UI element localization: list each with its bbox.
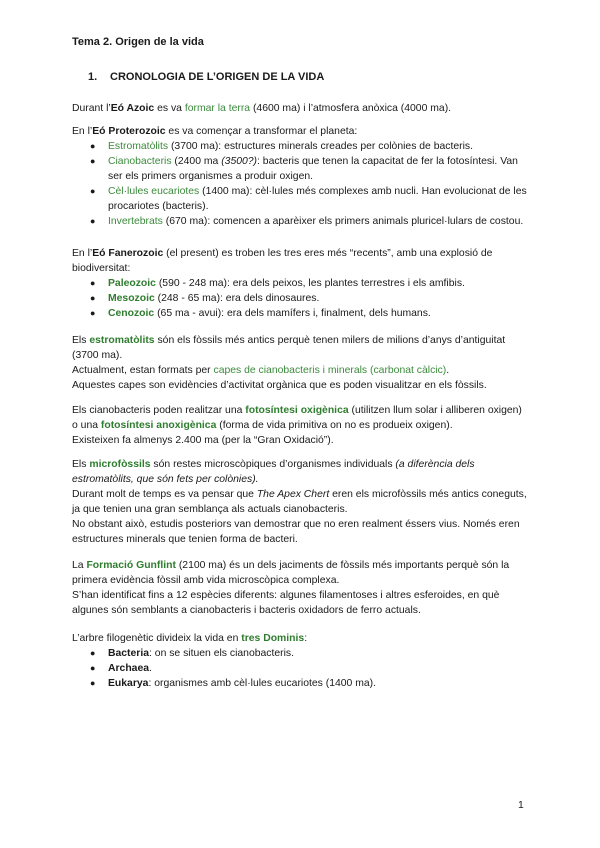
item-text: (590 - 248 ma): era dels peixos, les plantes terrestres i els amfibis. [155,278,465,289]
item-term: Estromatòlits [108,141,169,152]
fotosintesi-post: (forma de vida primitiva on no es produeix oxigen). [216,420,453,431]
microfossils-italic: (a diferència dels estromatòlits, que són fets per colònies). [72,459,475,485]
fotosintesi-term1: fotosíntesi oxigènica [245,405,349,416]
list-item [72,214,528,229]
fanerozoic-post: (el present) es troben les tres eres més “recents”, amb una explosió de biodiversitat: [72,248,493,274]
gunflint-pre: La [72,560,87,571]
list-item [72,646,528,661]
item-italic: (3500?) [221,156,258,167]
section-number: 1. [88,71,98,83]
proterozoic-list [72,139,528,229]
proterozoic-pre: En l’ [72,126,93,137]
dominis-post: : [304,633,308,644]
item-text: : on se situen els cianobacteris. [149,648,294,659]
azoic-pre: Durant l’ [72,103,111,114]
microfossils-pre: Els [72,459,90,470]
estromatolits-line2-post: . [446,365,450,376]
list-item [72,676,528,691]
dominis-pre: L’arbre filogenètic divideix la vida en [72,633,242,644]
item-text: : organismes amb cèl·lules eucariotes (1400 ma). [148,678,376,689]
estromatolits-pre: Els [72,335,90,346]
azoic-paragraph [72,101,528,116]
proterozoic-era: Eó Proterozoic [92,126,166,137]
microfossils-p2-post: eren els microfòssils més antics coneguts, ja que tenien una gran semblança als actuals cianobacteris. [72,489,527,515]
proterozoic-post: es va començar a transformar el planeta: [165,126,358,137]
item-term: Archaea [108,663,150,674]
list-item [72,276,528,291]
list-item [72,154,528,184]
item-text: . [149,663,152,674]
microfossils-term: microfòssils [89,459,151,470]
dominis-term: tres Dominis [241,633,305,644]
document-title: Tema 2. Origen de la vida [72,36,204,48]
estromatolits-term: estromatòlits [89,335,155,346]
gunflint-p2: S’han identificat fins a 12 espècies diferents: algunes filamentoses i altres esferoides, en què algunes són semblants a cianobacteris i bacteris oxidadors de ferro actuals. [72,590,500,616]
fanerozoic-list [72,276,528,321]
section-title: CRONOLOGIA DE L’ORIGEN DE LA VIDA [110,71,325,83]
item-text: : bacteris que tenen la capacitat de fer la fotosíntesi. Van ser els primers organismes a produir oxigen. [108,156,518,182]
estromatolits-post: són els fòssils més antics perquè tenen milers de milions d’anys d’antiguitat (3700 ma). [72,335,506,361]
microfossils-paragraph [72,457,528,547]
fotosintesi-term2: fotosíntesi anoxigènica [100,420,217,431]
item-text: (248 - 65 ma): era dels dinosaures. [154,293,320,304]
estromatolits-line2-pre: Actualment, estan formats per [72,365,214,376]
item-term: Cèl·lules eucariotes [108,186,200,197]
item-text: (65 ma - avui): era dels mamífers i, finalment, dels humans. [154,308,431,319]
estromatolits-line2-link: capes de cianobacteris i minerals (carbonat càlcic) [213,365,447,376]
item-text: (670 ma): comencen a aparèixer els primers animals pluricel·lulars de costou. [162,216,524,227]
item-pre: (2400 ma [171,156,222,167]
dominis-section [72,631,528,691]
item-text: (3700 ma): estructures minerals creades per colònies de bacteris. [168,141,473,152]
item-term: Cenozoic [108,308,155,319]
list-item [72,184,528,214]
microfossils-p2-pre: Durant molt de temps es va pensar que [72,489,257,500]
microfossils-p2-italic: The Apex Chert [256,489,330,500]
list-item [72,306,528,321]
azoic-post: (4600 ma) i l’atmosfera anòxica (4000 ma). [250,103,452,114]
section-heading [88,71,324,83]
item-text: (1400 ma): cèl·lules més complexes amb nucli. Han evolucionat de les procariotes (bacteris). [108,186,527,212]
gunflint-term: Formació Gunflint [86,560,176,571]
item-term: Invertebrats [108,216,163,227]
dominis-list [72,646,528,691]
item-term: Bacteria [108,648,150,659]
item-term: Cianobacteris [108,156,172,167]
proterozoic-section [72,124,528,229]
item-term: Eukarya [108,678,149,689]
fotosintesi-pre: Els cianobacteris poden realitzar una [72,405,246,416]
gunflint-post: (2100 ma) és un dels jaciments de fòssils més importants perquè són la primera evidència fòssil amb vida microscòpica complexa. [72,560,510,586]
microfossils-p3: No obstant això, estudis posteriors van demostrar que no eren realment éssers vius. Només eren estructures minerals que tenien forma de bacteri. [72,519,520,545]
list-item [72,661,528,676]
fotosintesi-paragraph [72,403,528,448]
list-item [72,291,528,306]
fotosintesi-line2: Existeixen fa almenys 2.400 ma (per la “Gran Oxidació”). [72,435,334,446]
fotosintesi-mid: (utilitzen llum solar i alliberen oxigen) o una [72,405,522,431]
fanerozoic-era: Eó Fanerozoic [92,248,164,259]
azoic-mid: es va [154,103,185,114]
fanerozoic-pre: En l’ [72,248,93,259]
microfossils-post: són restes microscòpiques d’organismes individuals [150,459,396,470]
page-number: 1 [518,800,524,811]
estromatolits-line3: Aquestes capes son evidències d’activitat orgànica que es poden visualitzar en els fòssils. [72,380,487,391]
list-item [72,139,528,154]
item-term: Paleozoic [108,278,156,289]
azoic-era: Eó Azoic [110,103,155,114]
gunflint-paragraph [72,558,528,618]
estromatolits-paragraph [72,333,528,393]
fanerozoic-section [72,246,528,321]
azoic-link: formar la terra [184,103,251,114]
item-term: Mesozoic [108,293,155,304]
